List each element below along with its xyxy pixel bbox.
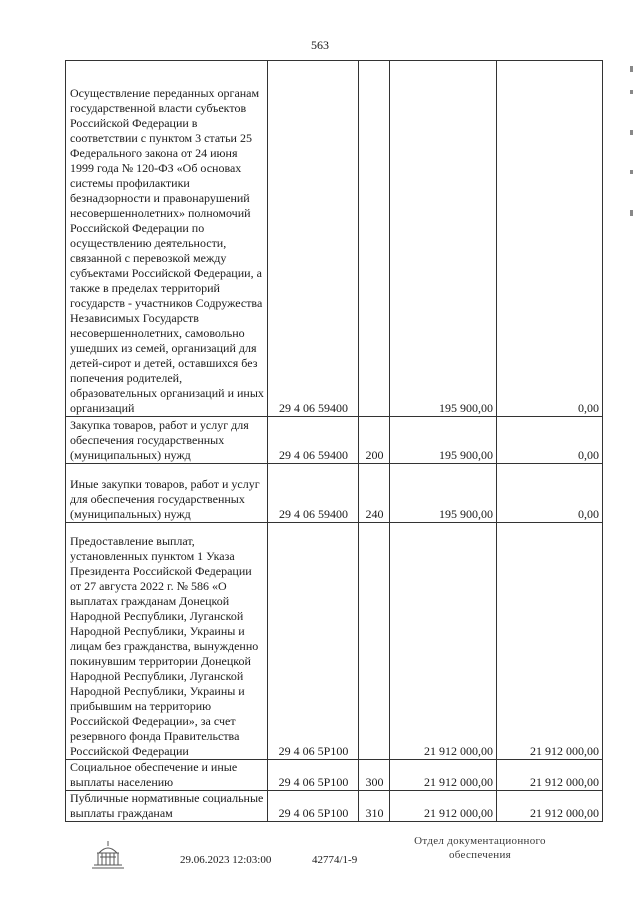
row-name: Социальное обеспечение и иные выплаты населению xyxy=(66,760,268,791)
row-code: 29 4 06 59400 xyxy=(268,61,359,417)
row-code: 29 4 06 59400 xyxy=(268,464,359,523)
row-vr: 300 xyxy=(359,760,390,791)
row-value-1: 21 912 000,00 xyxy=(390,523,497,760)
stamp-line-1: Отдел документационного xyxy=(414,835,546,847)
row-value-2: 21 912 000,00 xyxy=(497,760,603,791)
scan-margin-marks xyxy=(628,60,636,260)
table-row xyxy=(66,417,603,464)
row-value-1: 195 900,00 xyxy=(390,417,497,464)
row-name: Публичные нормативные социальные выплаты гражданам xyxy=(66,791,268,822)
row-value-2: 0,00 xyxy=(497,417,603,464)
row-vr xyxy=(359,61,390,417)
table-row xyxy=(66,791,603,822)
row-name: Осуществление переданных органам государственной власти субъектов Российской Федерации в соответствии с пунктом 3 статьи 25 Федерального закона от 24 июня 1999 года № 120-ФЗ «Об основах системы профилактики безнадзорности и правонарушений несовершеннолетних» полномочий Российской Федерации по осуществлению деятельности, связанной с перевозкой между субъектами Российской Федерации, а также в пределах территорий государств - участников Содружества Независимых Государств несовершеннолетних, самовольно ушедших из семей, организаций для детей-сирот и детей, оставшихся без попечения родителей, образовательных организаций и иных организаций xyxy=(66,61,268,417)
row-name: Закупка товаров, работ и услуг для обеспечения государственных (муниципальных) нужд xyxy=(66,417,268,464)
row-vr: 240 xyxy=(359,464,390,523)
budget-table xyxy=(65,60,603,822)
registration-number: 42774/1-9 xyxy=(312,854,358,866)
row-code: 29 4 06 5Р100 xyxy=(268,523,359,760)
row-name: Предоставление выплат, установленных пунктом 1 Указа Президента Российской Федерации от 27 августа 2022 г. № 586 «О выплатах гражданам Донецкой Народной Республики, Луганской Народной Республики, Украины и лицам без гражданства, вынужденно покинувшим территории Донецкой Народной Республики, Луганской Народной Республики, Украины и прибывшим на территорию Российской Федерации», за счет резервного фонда Правительства Российской Федерации xyxy=(66,523,268,760)
row-vr: 310 xyxy=(359,791,390,822)
row-value-2: 0,00 xyxy=(497,61,603,417)
row-name: Иные закупки товаров, работ и услуг для обеспечения государственных (муниципальных) нужд xyxy=(66,464,268,523)
row-vr: 200 xyxy=(359,417,390,464)
parliament-emblem-icon xyxy=(88,838,128,872)
row-value-1: 21 912 000,00 xyxy=(390,760,497,791)
row-code: 29 4 06 5Р100 xyxy=(268,760,359,791)
table-row xyxy=(66,760,603,791)
row-code: 29 4 06 5Р100 xyxy=(268,791,359,822)
row-code: 29 4 06 59400 xyxy=(268,417,359,464)
table-row xyxy=(66,61,603,417)
table-row xyxy=(66,523,603,760)
row-value-1: 195 900,00 xyxy=(390,464,497,523)
print-datetime: 29.06.2023 12:03:00 xyxy=(180,854,272,866)
table-row xyxy=(66,464,603,523)
page-number: 563 xyxy=(311,38,329,52)
stamp-line-2: обеспечения xyxy=(448,849,512,861)
row-value-2: 21 912 000,00 xyxy=(497,523,603,760)
row-value-1: 21 912 000,00 xyxy=(390,791,497,822)
row-value-2: 21 912 000,00 xyxy=(497,791,603,822)
department-stamp xyxy=(395,834,565,862)
row-value-1: 195 900,00 xyxy=(390,61,497,417)
row-value-2: 0,00 xyxy=(497,464,603,523)
row-vr xyxy=(359,523,390,760)
